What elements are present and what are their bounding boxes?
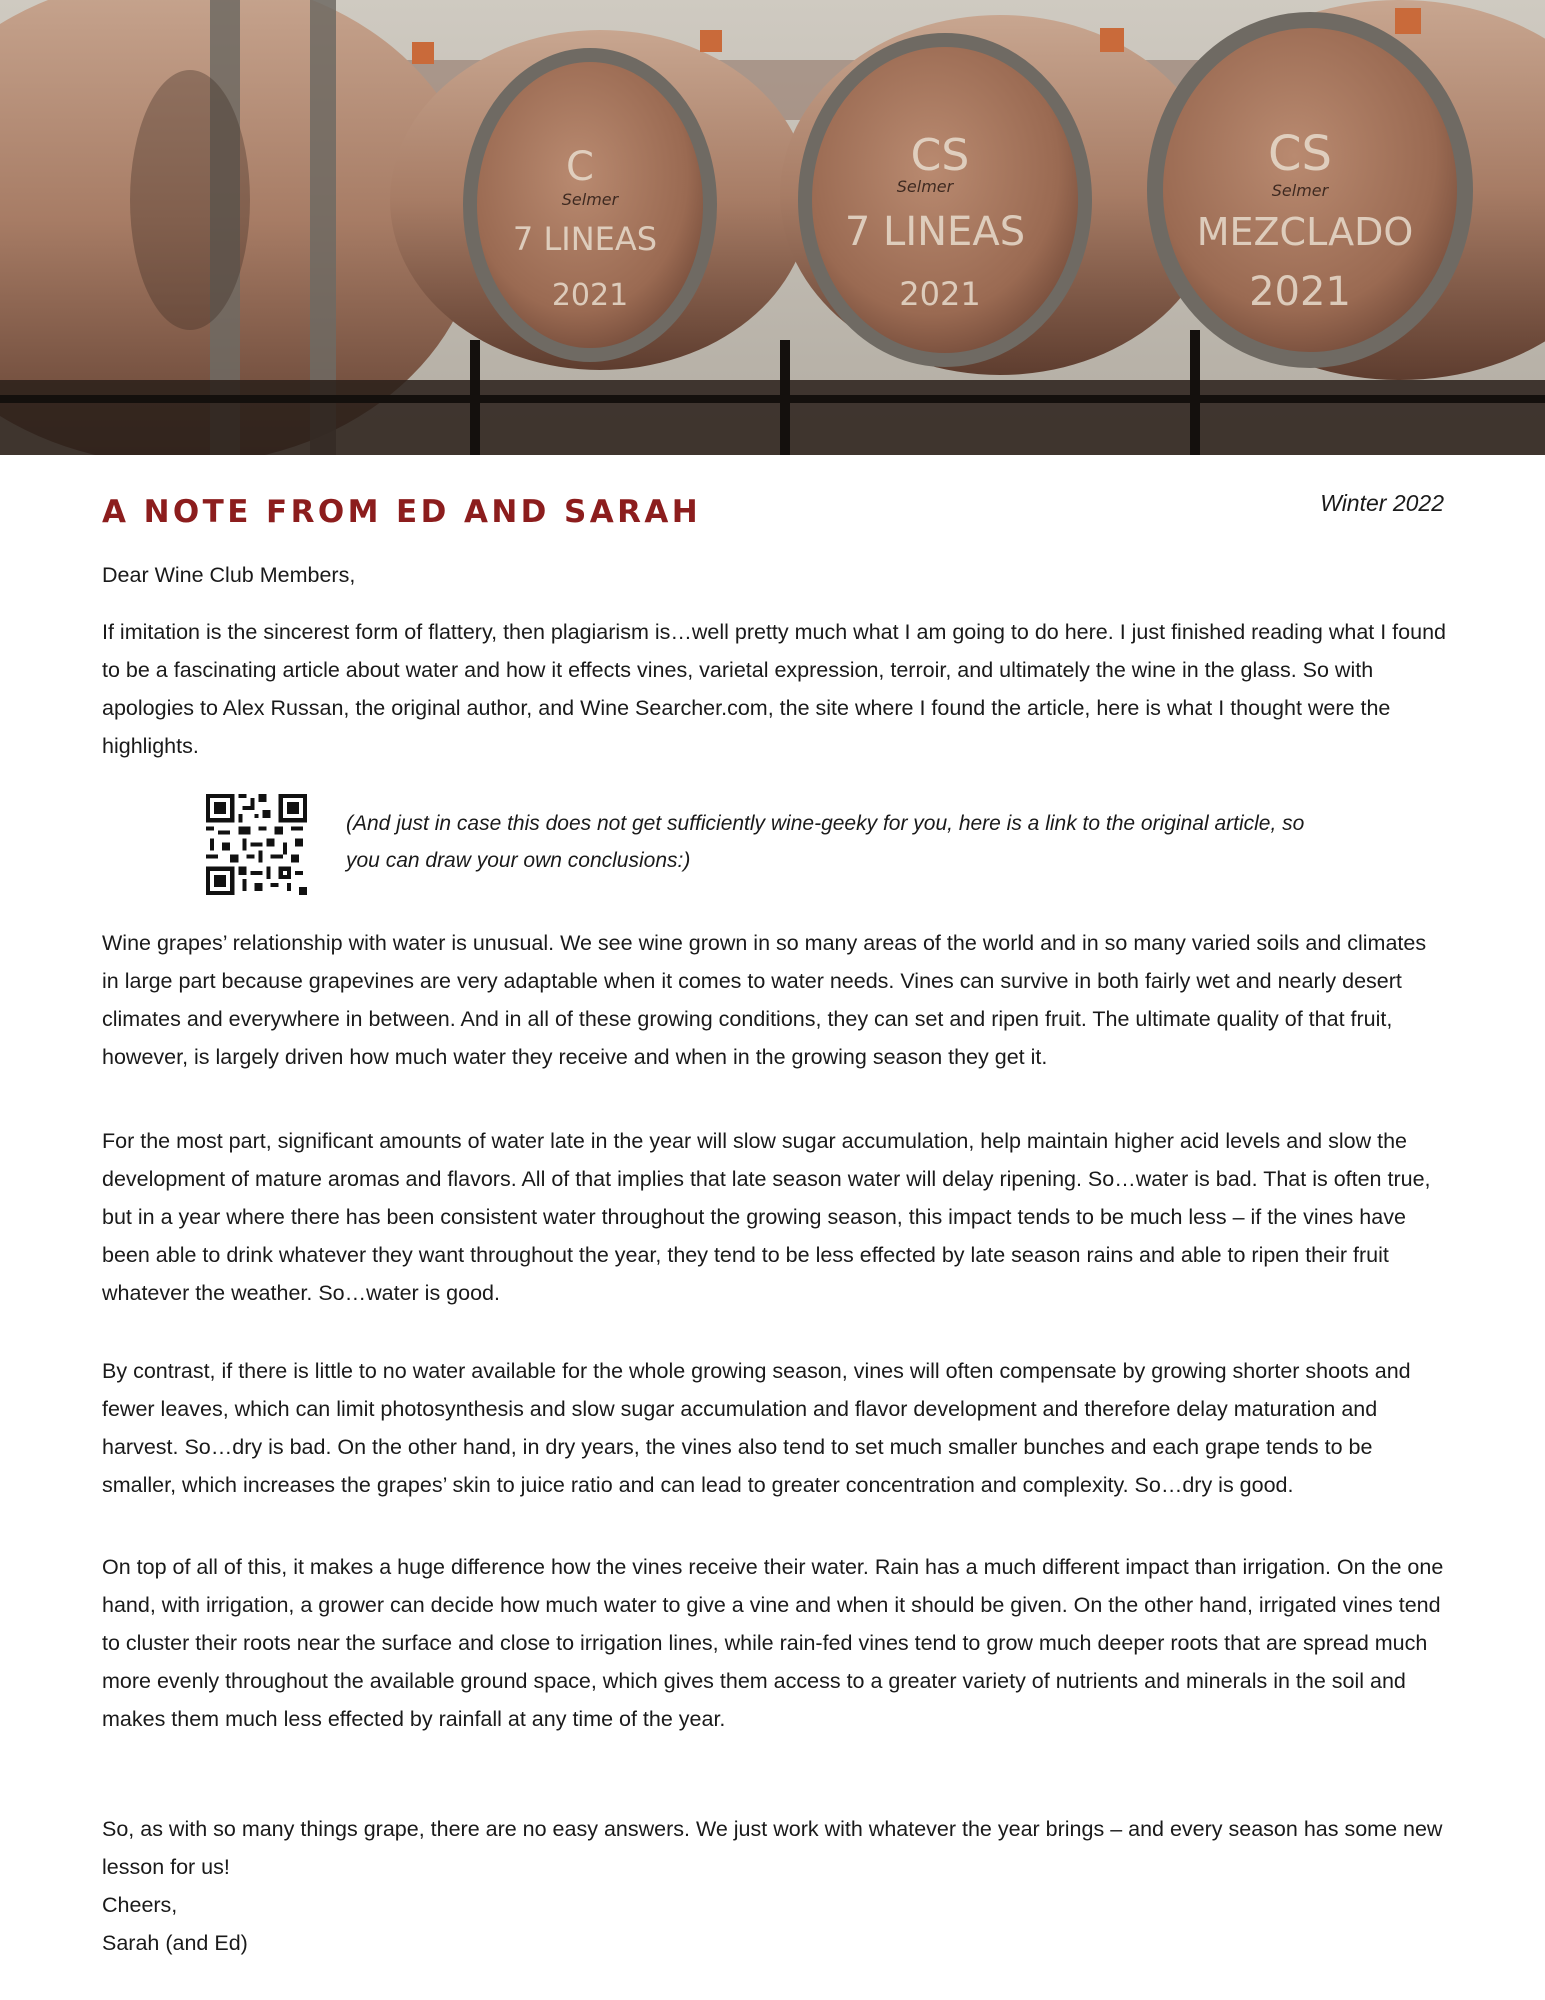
page-title: A NOTE FROM ED AND SARAH [102, 494, 702, 530]
paragraph-dry-seasons: By contrast, if there is little to no water available for the whole growing season, vines will often compensate by growing shorter shoots and fewer leaves, which can limit photosynthesis and slow sugar accumulation and flavor development and therefore delay maturation and harvest. So…dry is bad. On the other hand, in dry years, the vines also tend to set much smaller bunches and each grape tends to be smaller, which increases the grapes’ skin to juice ratio and can lead to greater concentration and complexity. So…dry is good. [102, 1359, 1411, 1497]
barrel-1-line-3: 7 LINEAS [512, 220, 658, 258]
barrel-2-line-1: CS [910, 130, 970, 181]
closing: Cheers, [102, 1893, 178, 1917]
wine-barrels-photo [0, 0, 1545, 455]
paragraph-rain-vs-irrigation: On top of all of this, it makes a huge difference how the vines receive their water. Rain has a much different impact than irrigation. On the one hand, with irrigation, a grower can decide how much water to give a vine and when it should be given. On the other hand, irrigated vines tend to cluster their roots near the surface and close to irrigation lines, while rain-fed vines tend to grow much deeper roots that are spread much more evenly throughout the available ground space, which gives them access to a greater variety of nutrients and minerals in the soil and makes them much less effected by rainfall at any time of the year. [102, 1555, 1444, 1731]
paragraph-late-season-water: For the most part, significant amounts of water late in the year will slow sugar accumulation, help maintain higher acid levels and slow the development of mature aromas and flavors. All of that implies that late season water will delay ripening. So…water is bad. That is often true, but in a year where there has been consistent water throughout the growing season, this impact tends to be much less – if the vines have been able to drink whatever they want throughout the year, they tend to be less effected by late season rains and able to ripen their fruit whatever the weather. So…water is good. [102, 1129, 1431, 1305]
qr-code-icon[interactable] [206, 794, 307, 895]
season-label: Winter 2022 [1320, 490, 1444, 516]
barrel-3-line-3: MEZCLADO [1196, 210, 1414, 254]
qr-link-note: (And just in case this does not get sufficiently wine-geeky for you, here is a link to the original article, so you can draw your own conclusions:) [346, 812, 1305, 872]
barrel-2-brand: Selmer [896, 177, 954, 196]
barrel-1-line-1: C [566, 144, 594, 190]
barrel-3-line-1: CS [1268, 126, 1332, 182]
paragraph-conclusion: So, as with so many things grape, there are no easy answers. We just work with whatever the year brings – and every season has some new lesson for us! [102, 1817, 1443, 1879]
barrel-1-line-4: 2021 [551, 278, 629, 313]
barrel-2-line-3: 7 LINEAS [844, 209, 1026, 255]
greeting: Dear Wine Club Members, [102, 563, 356, 587]
barrels-illustration [0, 0, 1545, 455]
signature: Sarah (and Ed) [102, 1931, 248, 1955]
barrel-3-line-4: 2021 [1249, 269, 1351, 315]
barrel-2-line-4: 2021 [899, 275, 981, 313]
paragraph-water-relationship: Wine grapes’ relationship with water is unusual. We see wine grown in so many areas of the world and in so many varied soils and climates in large part because grapevines are very adaptable when it comes to water needs. Vines can survive in both fairly wet and nearly desert climates and everywhere in between. And in all of these growing conditions, they can set and ripen fruit. The ultimate quality of that fruit, however, is largely driven how much water they receive and when in the growing season they get it. [102, 931, 1427, 1069]
barrel-3-brand: Selmer [1271, 181, 1329, 200]
barrel-1-brand: Selmer [561, 190, 619, 209]
intro-paragraph: If imitation is the sincerest form of flattery, then plagiarism is…well pretty much what I am going to do here. I just finished reading what I found to be a fascinating article about water and how it effects vines, varietal expression, terroir, and ultimately the wine in the glass. So with apologies to Alex Russan, the original author, and Wine Searcher.com, the site where I found the article, here is what I thought were the highlights. [102, 620, 1446, 758]
